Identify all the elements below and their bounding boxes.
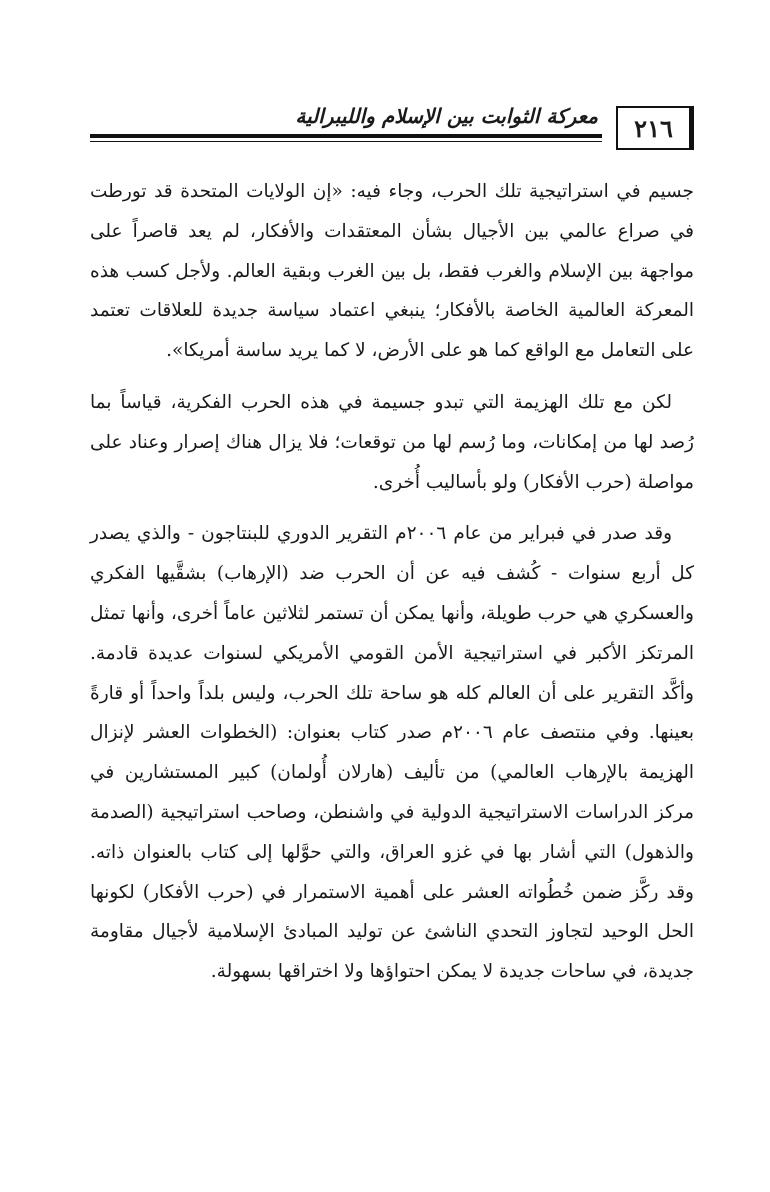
page-number: ٢١٦ (616, 106, 694, 150)
running-header (90, 92, 694, 162)
book-title: معركة الثوابت بين الإسلام والليبرالية (295, 104, 598, 128)
header-rule-thick (90, 134, 602, 138)
page-body (90, 172, 694, 992)
paragraph-continuation: جسيم في استراتيجية تلك الحرب، وجاء فيه: «إن الولايات المتحدة قد تورطت في صراع عالمي بين الأجيال بشأن المعتقدات والأفكار، لم يعد قاصراً على مواجهة بين الإسلام والغرب فقط، بل بين الغرب وبقية العالم. ولأجل كسب هذه المعركة العالمية الخاصة بالأفكار؛ ينبغي اعتماد سياسة جديدة للعلاقات تعتمد على التعامل مع الواقع كما هو على الأرض، لا كما يريد ساسة أمريكا». (90, 181, 694, 362)
header-rule-thin (90, 141, 602, 142)
paragraph-pentagon-report: وقد صدر في فبراير من عام ٢٠٠٦م التقرير الدوري للبنتاجون - والذي يصدر كل أربع سنوات - كُشف فيه عن أن الحرب ضد (الإرهاب) بشقَّيها الفكري والعسكري هي حرب طويلة، وأنها يمكن أن تستمر لثلاثين عاماً أخرى، وأنها تمثل المرتكز الأكبر في استراتيجية الأمن القومي الأمريكي لسنوات عديدة قادمة. وأكَّد التقرير على أن العالم كله هو ساحة تلك الحرب، وليس بلداً واحداً أو قارةً بعينها. وفي منتصف عام ٢٠٠٦م صدر كتاب بعنوان: (الخطوات العشر لإنزال الهزيمة بالإرهاب العالمي) من تأليف (هارلان أُولمان) كبير المستشارين في مركز الدراسات الاستراتيجية الدولية في واشنطن، وصاحب استراتيجية (الصدمة والذهول) التي أشار بها في غزو العراق، والتي حوَّلها إلى كتاب بالعنوان ذاته. وقد ركَّز ضمن خُطُواته العشر على أهمية الاستمرار في (حرب الأفكار) لكونها الحل الوحيد لتجاوز التحدي الناشئ عن توليد المبادئ الإسلامية لأجيال مقاومة جديدة، في ساحات جديدة لا يمكن احتواؤها ولا اختراقها بسهولة. (90, 523, 694, 983)
paragraph-defeat: لكن مع تلك الهزيمة التي تبدو جسيمة في هذه الحرب الفكرية، قياساً بما رُصد لها من إمكانات، وما رُسم لها من توقعات؛ فلا يزال هناك إصرار وعناد على مواصلة (حرب الأفكار) ولو بأساليب أُخرى. (90, 391, 694, 493)
